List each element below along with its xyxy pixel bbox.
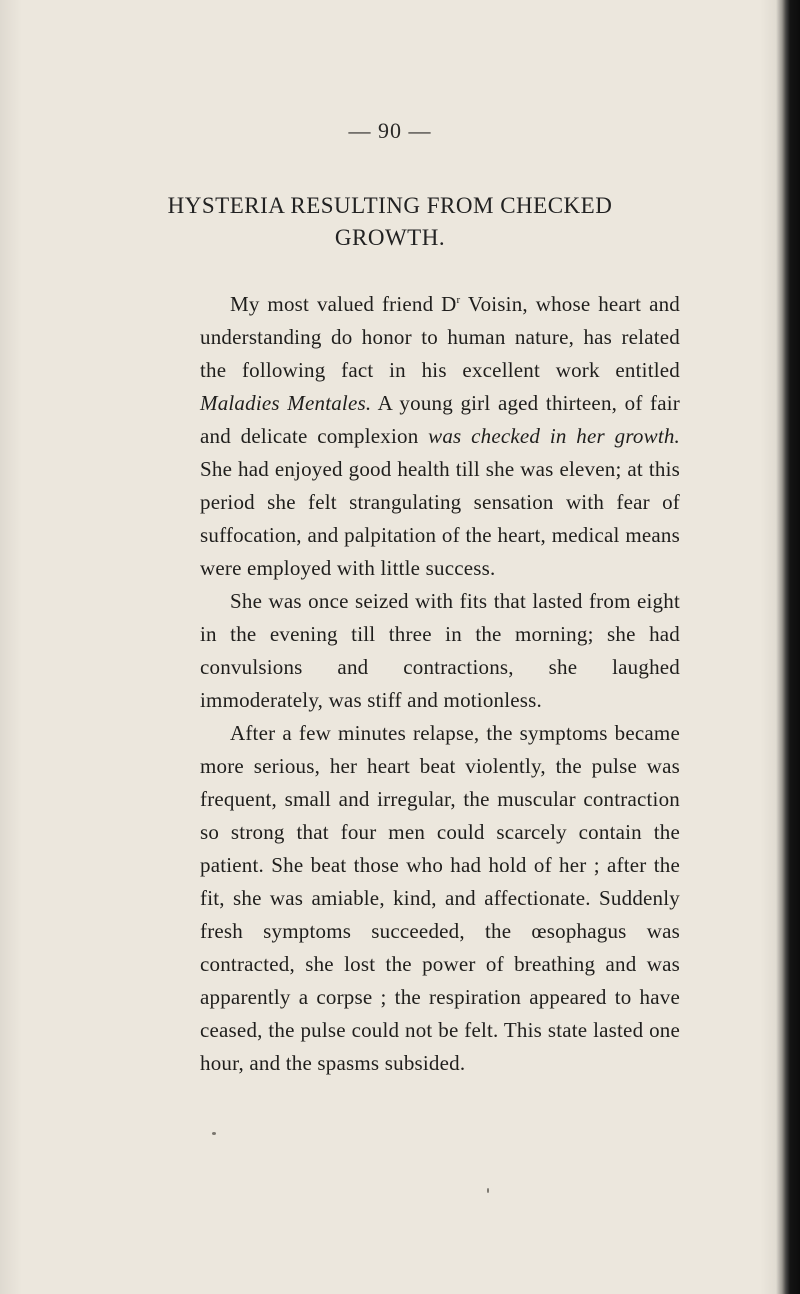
italic-book-title: Maladies Mentales. bbox=[200, 391, 372, 415]
text-run: She had enjoyed good health till she was eleven; at this period she felt strangulating sensation with fear of suffocation, and palpitation of the heart, medical means were employed with little success. bbox=[200, 457, 680, 580]
page-number: — 90 — bbox=[348, 118, 432, 143]
chapter-title: HYSTERIA RESULTING FROM CHECKED GROWTH. bbox=[167, 193, 613, 250]
superscript: r bbox=[456, 294, 461, 306]
text-run: Voisin, whose heart and understanding do honor to human nature, has related the following fact in his excellent work entitled bbox=[200, 292, 680, 382]
body-text bbox=[200, 288, 680, 1080]
text-run: My most valued friend D bbox=[230, 292, 457, 316]
italic-phrase: was checked in her growth. bbox=[428, 424, 681, 448]
paper-speck bbox=[212, 1132, 216, 1135]
page-binding-edge bbox=[786, 0, 800, 1294]
paragraph-3: After a few minutes relapse, the symptoms became more serious, her heart beat violently, the pulse was frequent, small and irregular, the muscular contraction so strong that four men could scarcely contain the patient. She beat those who had hold of her ; after the fit, she was amiable, kind, and affectionate. Suddenly fresh symptoms succeeded, the œsophagus was contracted, she lost the power of breathing and was apparently a corpse ; the respiration appeared to have ceased, the pulse could not be felt. This state lasted one hour, and the spasms subsided. bbox=[200, 721, 680, 1075]
paragraph-2: She was once seized with fits that lasted from eight in the evening till three in the morning; she had convulsions and contractions, she laughed immoderately, was stiff and motionless. bbox=[200, 589, 680, 712]
text-run: A young girl aged thirteen, of fair and delicate complexion bbox=[200, 391, 680, 448]
paragraph-1 bbox=[200, 288, 680, 585]
paper-speck bbox=[487, 1188, 489, 1193]
